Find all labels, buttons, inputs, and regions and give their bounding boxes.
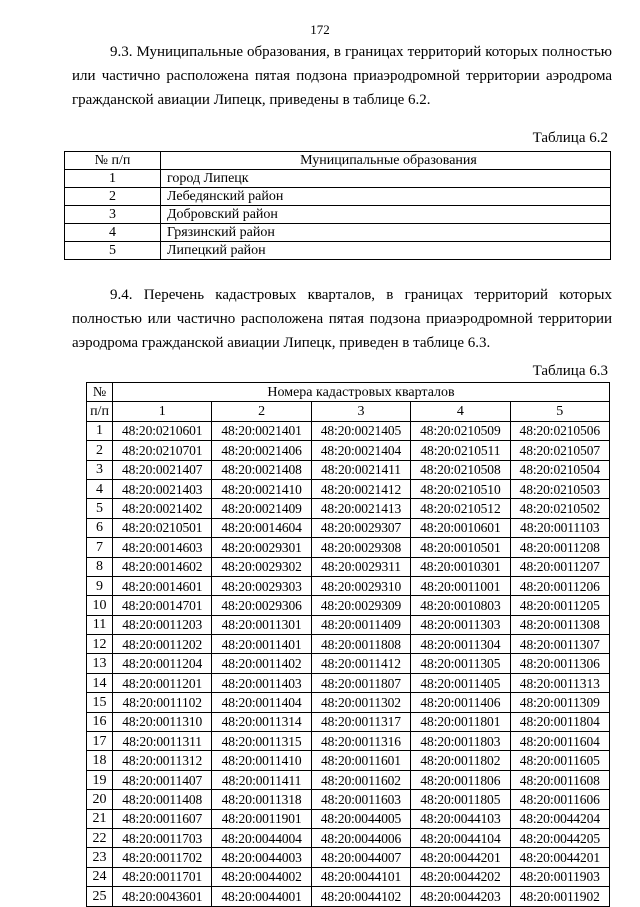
cadastral-number: 48:20:0011903 [510,867,609,886]
table-6-3-caption: Таблица 6.3 [532,363,608,379]
cadastral-number: 48:20:0011401 [212,635,311,654]
row-number: 11 [87,615,113,634]
cadastral-number: 48:20:0044005 [311,809,410,828]
cadastral-number: 48:20:0011403 [212,673,311,692]
cadastral-number: 48:20:0011201 [113,673,212,692]
row-number: 23 [87,848,113,867]
row-number: 4 [65,224,161,242]
table-row [87,460,610,479]
municipality-name: Лебедянский район [161,188,611,206]
cadastral-number: 48:20:0011301 [212,615,311,634]
row-number: 18 [87,751,113,770]
cadastral-number: 48:20:0044201 [411,848,510,867]
cadastral-number: 48:20:0011206 [510,576,609,595]
cadastral-number: 48:20:0011602 [311,770,410,789]
cadastral-number: 48:20:0011410 [212,751,311,770]
row-number: 2 [87,441,113,460]
cadastral-number: 48:20:0210511 [411,441,510,460]
cadastral-number: 48:20:0210510 [411,479,510,498]
cadastral-number: 48:20:0044103 [411,809,510,828]
table-header-row [87,383,610,402]
paragraph-line: или частично расположена пятая подзона приаэродромной территории аэродрома [72,68,612,84]
row-number: 8 [87,557,113,576]
cadastral-number: 48:20:0044201 [510,848,609,867]
cadastral-number: 48:20:0021411 [311,460,410,479]
table-row [87,538,610,557]
cadastral-number: 48:20:0011318 [212,790,311,809]
cadastral-number: 48:20:0011901 [212,809,311,828]
cadastral-number: 48:20:0010301 [411,557,510,576]
cadastral-number: 48:20:0044102 [311,887,410,906]
column-number: 2 [212,402,311,421]
cadastral-number: 48:20:0011806 [411,770,510,789]
row-number: 1 [87,421,113,440]
cadastral-number: 48:20:0044002 [212,867,311,886]
cadastral-number: 48:20:0011307 [510,635,609,654]
cadastral-number: 48:20:0044205 [510,828,609,847]
table-row [87,615,610,634]
table-row [87,751,610,770]
row-number: 5 [65,242,161,260]
cadastral-number: 48:20:0044001 [212,887,311,906]
cadastral-number: 48:20:0011606 [510,790,609,809]
cadastral-number: 48:20:0011801 [411,712,510,731]
cadastral-number: 48:20:0011312 [113,751,212,770]
cadastral-number: 48:20:0011702 [113,848,212,867]
municipality-name: Грязинский район [161,224,611,242]
cadastral-number: 48:20:0021412 [311,479,410,498]
paragraph-line: полностью или частично расположена пятая подзона приаэродромной территории [72,311,612,327]
row-number: 4 [87,479,113,498]
paragraph-9-4 [72,283,612,355]
header-cadastral-numbers: Номера кадастровых кварталов [113,383,610,402]
cadastral-number: 48:20:0029301 [212,538,311,557]
table-6-2 [64,151,611,260]
cadastral-number: 48:20:0011304 [411,635,510,654]
cadastral-number: 48:20:0044202 [411,867,510,886]
row-number: 2 [65,188,161,206]
table-6-3 [86,382,610,907]
cadastral-number: 48:20:0011203 [113,615,212,634]
row-number: 22 [87,828,113,847]
cadastral-number: 48:20:0210512 [411,499,510,518]
row-number: 14 [87,673,113,692]
cadastral-number: 48:20:0011703 [113,828,212,847]
cadastral-number: 48:20:0011406 [411,693,510,712]
cadastral-number: 48:20:0011316 [311,732,410,751]
cadastral-number: 48:20:0011208 [510,538,609,557]
cadastral-number: 48:20:0011608 [510,770,609,789]
cadastral-number: 48:20:0210701 [113,441,212,460]
cadastral-number: 48:20:0011412 [311,654,410,673]
cadastral-number: 48:20:0010601 [411,518,510,537]
row-number: 17 [87,732,113,751]
cadastral-number: 48:20:0011701 [113,867,212,886]
table-header-row [65,152,611,170]
row-number: 12 [87,635,113,654]
cadastral-number: 48:20:0021407 [113,460,212,479]
table-row [65,170,611,188]
cadastral-number: 48:20:0011407 [113,770,212,789]
cadastral-number: 48:20:0011803 [411,732,510,751]
paragraph-9-3 [72,40,612,112]
cadastral-number: 48:20:0011605 [510,751,609,770]
cadastral-number: 48:20:0011808 [311,635,410,654]
row-number: 21 [87,809,113,828]
table-row [87,673,610,692]
row-number: 3 [65,206,161,224]
cadastral-number: 48:20:0011402 [212,654,311,673]
table-row [87,576,610,595]
row-number: 20 [87,790,113,809]
table-row [65,242,611,260]
column-number: 5 [510,402,609,421]
cadastral-number: 48:20:0021401 [212,421,311,440]
column-number: 4 [411,402,510,421]
cadastral-number: 48:20:0021413 [311,499,410,518]
cadastral-number: 48:20:0011604 [510,732,609,751]
cadastral-number: 48:20:0014602 [113,557,212,576]
cadastral-number: 48:20:0044101 [311,867,410,886]
cadastral-number: 48:20:0011317 [311,712,410,731]
row-number: 6 [87,518,113,537]
cadastral-number: 48:20:0210601 [113,421,212,440]
header-num-sub: п/п [87,402,113,421]
cadastral-number: 48:20:0011807 [311,673,410,692]
cadastral-number: 48:20:0011306 [510,654,609,673]
table-row [65,188,611,206]
cadastral-number: 48:20:0029311 [311,557,410,576]
header-num: № п/п [65,152,161,170]
row-number: 7 [87,538,113,557]
table-row [87,654,610,673]
table-row [87,441,610,460]
cadastral-number: 48:20:0044003 [212,848,311,867]
cadastral-number: 48:20:0011408 [113,790,212,809]
cadastral-number: 48:20:0044204 [510,809,609,828]
cadastral-number: 48:20:0011805 [411,790,510,809]
cadastral-number: 48:20:0029309 [311,596,410,615]
cadastral-number: 48:20:0044203 [411,887,510,906]
row-number: 16 [87,712,113,731]
table-row [65,206,611,224]
table-row [87,770,610,789]
cadastral-number: 48:20:0210509 [411,421,510,440]
cadastral-number: 48:20:0021403 [113,479,212,498]
cadastral-number: 48:20:0011204 [113,654,212,673]
table-row [87,518,610,537]
cadastral-number: 48:20:0044007 [311,848,410,867]
table-row [87,596,610,615]
table-row [87,828,610,847]
cadastral-number: 48:20:0011607 [113,809,212,828]
cadastral-number: 48:20:0011409 [311,615,410,634]
table-body [65,170,611,260]
paragraph-line: 9.3. Муниципальные образования, в границах территорий которых полностью [110,44,612,60]
table-row [87,887,610,906]
row-number: 25 [87,887,113,906]
table-row [87,732,610,751]
row-number: 13 [87,654,113,673]
cadastral-number: 48:20:0011202 [113,635,212,654]
row-number: 1 [65,170,161,188]
cadastral-number: 48:20:0010501 [411,538,510,557]
table-row [87,635,610,654]
table-row [87,809,610,828]
table-body [87,421,610,906]
cadastral-number: 48:20:0021410 [212,479,311,498]
cadastral-number: 48:20:0021408 [212,460,311,479]
row-number: 3 [87,460,113,479]
cadastral-number: 48:20:0011902 [510,887,609,906]
cadastral-number: 48:20:0029303 [212,576,311,595]
cadastral-number: 48:20:0029308 [311,538,410,557]
cadastral-number: 48:20:0044004 [212,828,311,847]
cadastral-number: 48:20:0210503 [510,479,609,498]
cadastral-number: 48:20:0043601 [113,887,212,906]
cadastral-number: 48:20:0029306 [212,596,311,615]
cadastral-number: 48:20:0011603 [311,790,410,809]
cadastral-number: 48:20:0014601 [113,576,212,595]
table-row [87,867,610,886]
row-number: 24 [87,867,113,886]
cadastral-number: 48:20:0011102 [113,693,212,712]
paragraph-line: аэродрома гражданской авиации Липецк, приведен в таблице 6.3. [72,335,491,351]
cadastral-number: 48:20:0011309 [510,693,609,712]
header-num: № [87,383,113,402]
page-number: 172 [310,22,330,37]
cadastral-number: 48:20:0011802 [411,751,510,770]
cadastral-number: 48:20:0011411 [212,770,311,789]
row-number: 10 [87,596,113,615]
cadastral-number: 48:20:0011303 [411,615,510,634]
cadastral-number: 48:20:0014701 [113,596,212,615]
cadastral-number: 48:20:0011207 [510,557,609,576]
table-row [87,499,610,518]
municipality-name: город Липецк [161,170,611,188]
table-row [87,790,610,809]
cadastral-number: 48:20:0011305 [411,654,510,673]
row-number: 9 [87,576,113,595]
cadastral-number: 48:20:0021405 [311,421,410,440]
cadastral-number: 48:20:0021404 [311,441,410,460]
table-row [87,557,610,576]
cadastral-number: 48:20:0011001 [411,576,510,595]
cadastral-number: 48:20:0014604 [212,518,311,537]
cadastral-number: 48:20:0021409 [212,499,311,518]
table-row [87,848,610,867]
cadastral-number: 48:20:0021406 [212,441,311,460]
cadastral-number: 48:20:0210504 [510,460,609,479]
cadastral-number: 48:20:0210507 [510,441,609,460]
cadastral-number: 48:20:0021402 [113,499,212,518]
table-row [87,479,610,498]
cadastral-number: 48:20:0011601 [311,751,410,770]
cadastral-number: 48:20:0011311 [113,732,212,751]
paragraph-line: 9.4. Перечень кадастровых кварталов, в границах территорий которых [110,287,612,303]
table-6-2-caption: Таблица 6.2 [532,130,608,146]
table-subheader-row [87,402,610,421]
row-number: 5 [87,499,113,518]
cadastral-number: 48:20:0210506 [510,421,609,440]
cadastral-number: 48:20:0044006 [311,828,410,847]
header-municipality: Муниципальные образования [161,152,611,170]
cadastral-number: 48:20:0011405 [411,673,510,692]
column-number: 1 [113,402,212,421]
cadastral-number: 48:20:0011313 [510,673,609,692]
column-number: 3 [311,402,410,421]
table-row [87,712,610,731]
cadastral-number: 48:20:0029310 [311,576,410,595]
cadastral-number: 48:20:0210502 [510,499,609,518]
table-row [87,693,610,712]
cadastral-number: 48:20:0011315 [212,732,311,751]
cadastral-number: 48:20:0029302 [212,557,311,576]
cadastral-number: 48:20:0011310 [113,712,212,731]
municipality-name: Липецкий район [161,242,611,260]
table-row [65,224,611,242]
cadastral-number: 48:20:0011205 [510,596,609,615]
cadastral-number: 48:20:0011103 [510,518,609,537]
cadastral-number: 48:20:0011804 [510,712,609,731]
row-number: 19 [87,770,113,789]
cadastral-number: 48:20:0014603 [113,538,212,557]
municipality-name: Добровский район [161,206,611,224]
cadastral-number: 48:20:0011314 [212,712,311,731]
cadastral-number: 48:20:0010803 [411,596,510,615]
paragraph-line: гражданской авиации Липецк, приведены в таблице 6.2. [72,92,431,108]
cadastral-number: 48:20:0011302 [311,693,410,712]
table-row [87,421,610,440]
cadastral-number: 48:20:0011308 [510,615,609,634]
cadastral-number: 48:20:0029307 [311,518,410,537]
cadastral-number: 48:20:0044104 [411,828,510,847]
cadastral-number: 48:20:0210508 [411,460,510,479]
cadastral-number: 48:20:0210501 [113,518,212,537]
row-number: 15 [87,693,113,712]
cadastral-number: 48:20:0011404 [212,693,311,712]
